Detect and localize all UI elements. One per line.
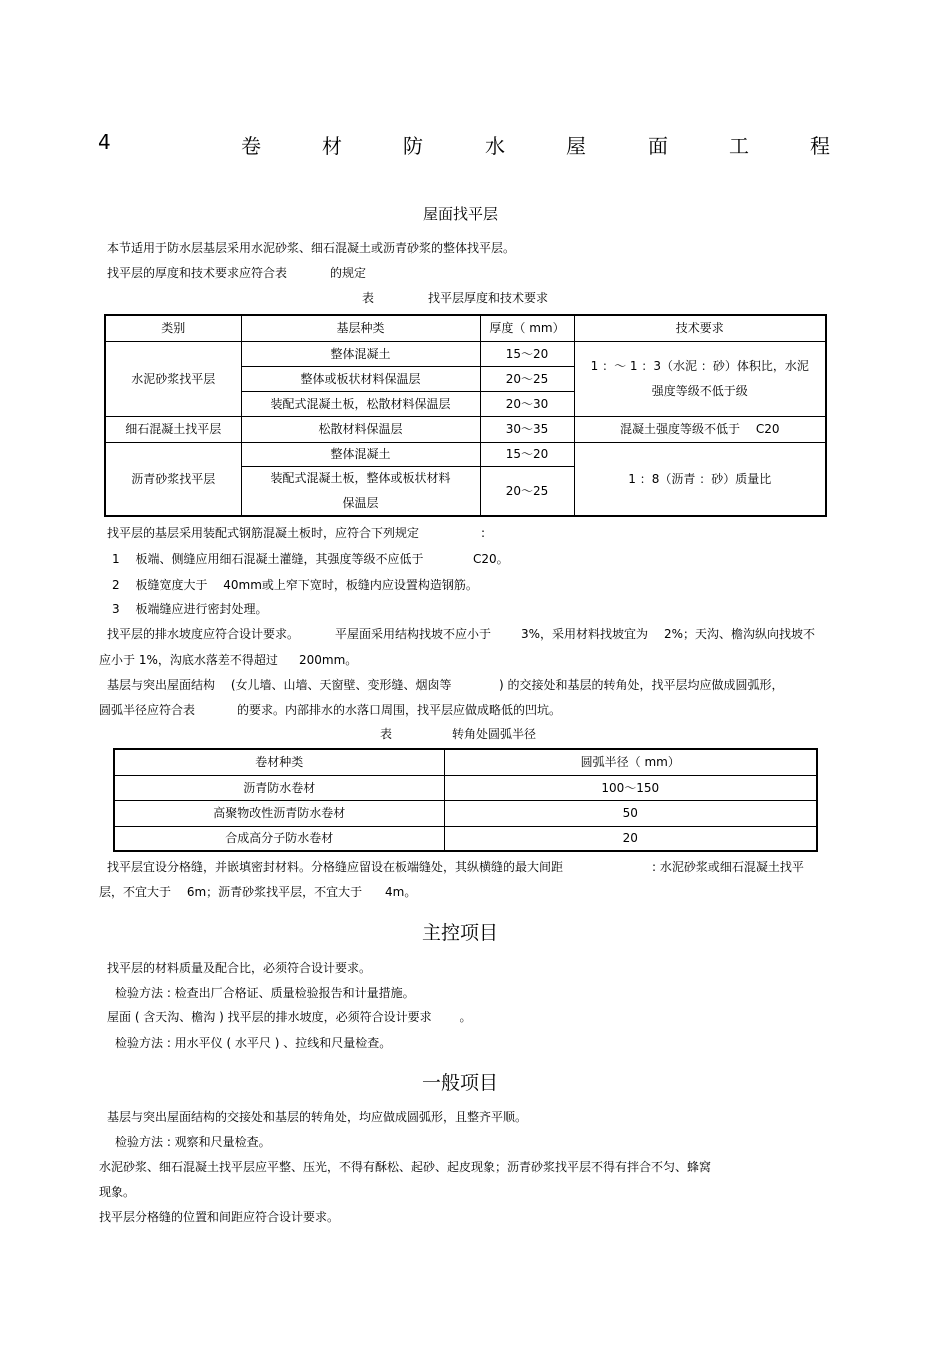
category-cell: 水泥砂浆找平层	[105, 341, 241, 416]
thickness-cell: 20～30	[480, 391, 574, 416]
section-heading: 屋面找平层	[423, 205, 499, 223]
radius-cell: 50	[444, 800, 817, 826]
base-line: 保温层	[342, 496, 379, 511]
paragraph: 平屋面采用结构找坡不应小于	[335, 627, 492, 641]
table-caption: 转角处圆弧半径	[452, 727, 537, 741]
table-caption-label: 表	[380, 727, 393, 741]
title-char: 面	[648, 134, 668, 158]
base-cell: 装配式混凝土板，松散材料保温层	[241, 391, 480, 416]
category-cell: 细石混凝土找平层	[105, 416, 241, 442]
title-char: 屋	[566, 134, 586, 158]
header-cell: 技术要求	[574, 315, 826, 341]
base-cell: 松散材料保温层	[241, 416, 480, 442]
header-cell: 厚度（ mm）	[480, 315, 574, 341]
arc-radius-table	[113, 748, 818, 852]
paragraph: 找平层的排水坡度应符合设计要求。	[107, 627, 300, 641]
list-item: 1 板端、侧缝应用细石混凝土灌缝，其强度等级不应低于	[112, 552, 424, 566]
paragraph: 的规定	[330, 266, 367, 280]
paragraph: 找平层分格缝的位置和间距应符合设计要求。	[99, 1210, 340, 1224]
paragraph: 本节适用于防水层基层采用水泥砂浆、细石混凝土或沥青砂浆的整体找平层。	[107, 241, 516, 255]
paragraph: 找平层的材料质量及配合比，必须符合设计要求。	[107, 961, 372, 975]
paragraph: ) 的交接处和基层的转角处，找平层均应做成圆弧形，	[499, 678, 784, 692]
requirement-cell	[574, 341, 826, 416]
thickness-cell: 20～25	[480, 466, 574, 516]
table-row	[105, 341, 826, 366]
paragraph: 基层与突出屋面结构 (女儿墙、山墙、天窗壁、变形缝、烟囱等	[107, 678, 452, 692]
thickness-cell: 30～35	[480, 416, 574, 442]
material-cell: 高聚物改性沥青防水卷材	[114, 800, 444, 826]
title-char: 卷	[241, 134, 261, 158]
chapter-title	[98, 130, 838, 158]
paragraph: 层，不宜大于 6m；沥青砂浆找平层，不宜大于	[99, 885, 363, 899]
paragraph: :	[481, 526, 486, 540]
paragraph: 屋面 ( 含天沟、檐沟 ) 找平层的排水坡度，必须符合设计要求 。	[107, 1010, 472, 1024]
table-header-row	[105, 315, 826, 341]
base-cell: 整体混凝土	[241, 341, 480, 366]
base-line: 装配式混凝土板，整体或板状材料	[270, 471, 451, 486]
table-header-row	[114, 749, 817, 775]
table-caption: 找平层厚度和技术要求	[428, 291, 549, 305]
paragraph: 4m。	[385, 885, 417, 899]
title-char: 程	[810, 134, 830, 158]
paragraph: 水泥砂浆、细石混凝土找平层应平整、压光，不得有酥松、起砂、起皮现象；沥青砂浆找平层不得有拌合不匀、蜂窝	[99, 1160, 712, 1174]
paragraph: 200mm。	[299, 653, 358, 667]
title-char: 防	[403, 134, 423, 158]
header-cell: 卷材种类	[114, 749, 444, 775]
material-cell: 合成高分子防水卷材	[114, 826, 444, 851]
list-item: 3 板端缝应进行密封处理。	[112, 602, 268, 616]
material-cell: 沥青防水卷材	[114, 775, 444, 800]
paragraph: 基层与突出屋面结构的交接处和基层的转角处，均应做成圆弧形，且整齐平顺。	[107, 1110, 528, 1124]
base-cell	[241, 466, 480, 516]
table-caption-label: 表	[362, 291, 375, 305]
thickness-requirements-table	[104, 314, 827, 517]
paragraph: 3%，采用材料找坡宜为	[521, 627, 649, 641]
requirement-cell: 混凝土强度等级不低于 C20	[574, 416, 826, 442]
section-heading: 一般项目	[422, 1072, 499, 1094]
thickness-cell: 15～20	[480, 442, 574, 466]
paragraph: 应小于 1%，沟底水落差不得超过	[99, 653, 278, 667]
paragraph: 找平层的厚度和技术要求应符合表	[107, 266, 288, 280]
chapter-number: 4	[98, 130, 111, 154]
table-row	[114, 775, 817, 800]
base-cell: 整体混凝土	[241, 442, 480, 466]
paragraph: 现象。	[99, 1185, 136, 1199]
paragraph: 检验方法 : 用水平仪 ( 水平尺 ) 、拉线和尺量检查。	[115, 1036, 392, 1050]
paragraph: 检验方法 : 检查出厂合格证、质量检验报告和计量措施。	[115, 986, 415, 1000]
title-char: 水	[485, 134, 505, 158]
title-char: 材	[322, 134, 342, 158]
paragraph: 的要求。内部排水的水落口周围，找平层应做成略低的凹坑。	[237, 703, 562, 717]
table-row	[114, 826, 817, 851]
header-cell: 圆弧半径（ mm）	[444, 749, 817, 775]
radius-cell: 100～150	[444, 775, 817, 800]
paragraph: 找平层的基层采用装配式钢筋混凝土板时，应符合下列规定	[107, 526, 420, 540]
table-row	[114, 800, 817, 826]
thickness-cell: 20～25	[480, 366, 574, 391]
paragraph: 检验方法 : 观察和尺量检查。	[115, 1135, 271, 1149]
paragraph: 圆弧半径应符合表	[99, 703, 196, 717]
table-row	[105, 442, 826, 466]
title-char: 工	[729, 134, 749, 158]
requirement-line: 强度等级不低于级	[651, 384, 748, 398]
list-item: 2 板缝宽度大于 40mm或上窄下宽时，板缝内应设置构造钢筋。	[112, 578, 478, 592]
list-item: C20。	[473, 552, 509, 566]
section-heading: 主控项目	[422, 922, 499, 944]
requirement-line: 1 ：～ 1 ：3（水泥 ：砂）体积比，水泥	[590, 359, 809, 373]
base-cell: 整体或板状材料保温层	[241, 366, 480, 391]
paragraph: 找平层宜设分格缝，并嵌填密封材料。分格缝应留设在板端缝处，其纵横缝的最大间距	[107, 860, 564, 874]
radius-cell: 20	[444, 826, 817, 851]
paragraph: : 水泥砂浆或细石混凝土找平	[652, 860, 804, 874]
thickness-cell: 15～20	[480, 341, 574, 366]
category-cell: 沥青砂浆找平层	[105, 442, 241, 516]
paragraph: 2%；天沟、檐沟纵向找坡不	[664, 627, 816, 641]
requirement-cell: 1 ：8（沥青 ：砂）质量比	[574, 442, 826, 516]
header-cell: 基层种类	[241, 315, 480, 341]
table-row	[105, 416, 826, 442]
header-cell: 类别	[105, 315, 241, 341]
